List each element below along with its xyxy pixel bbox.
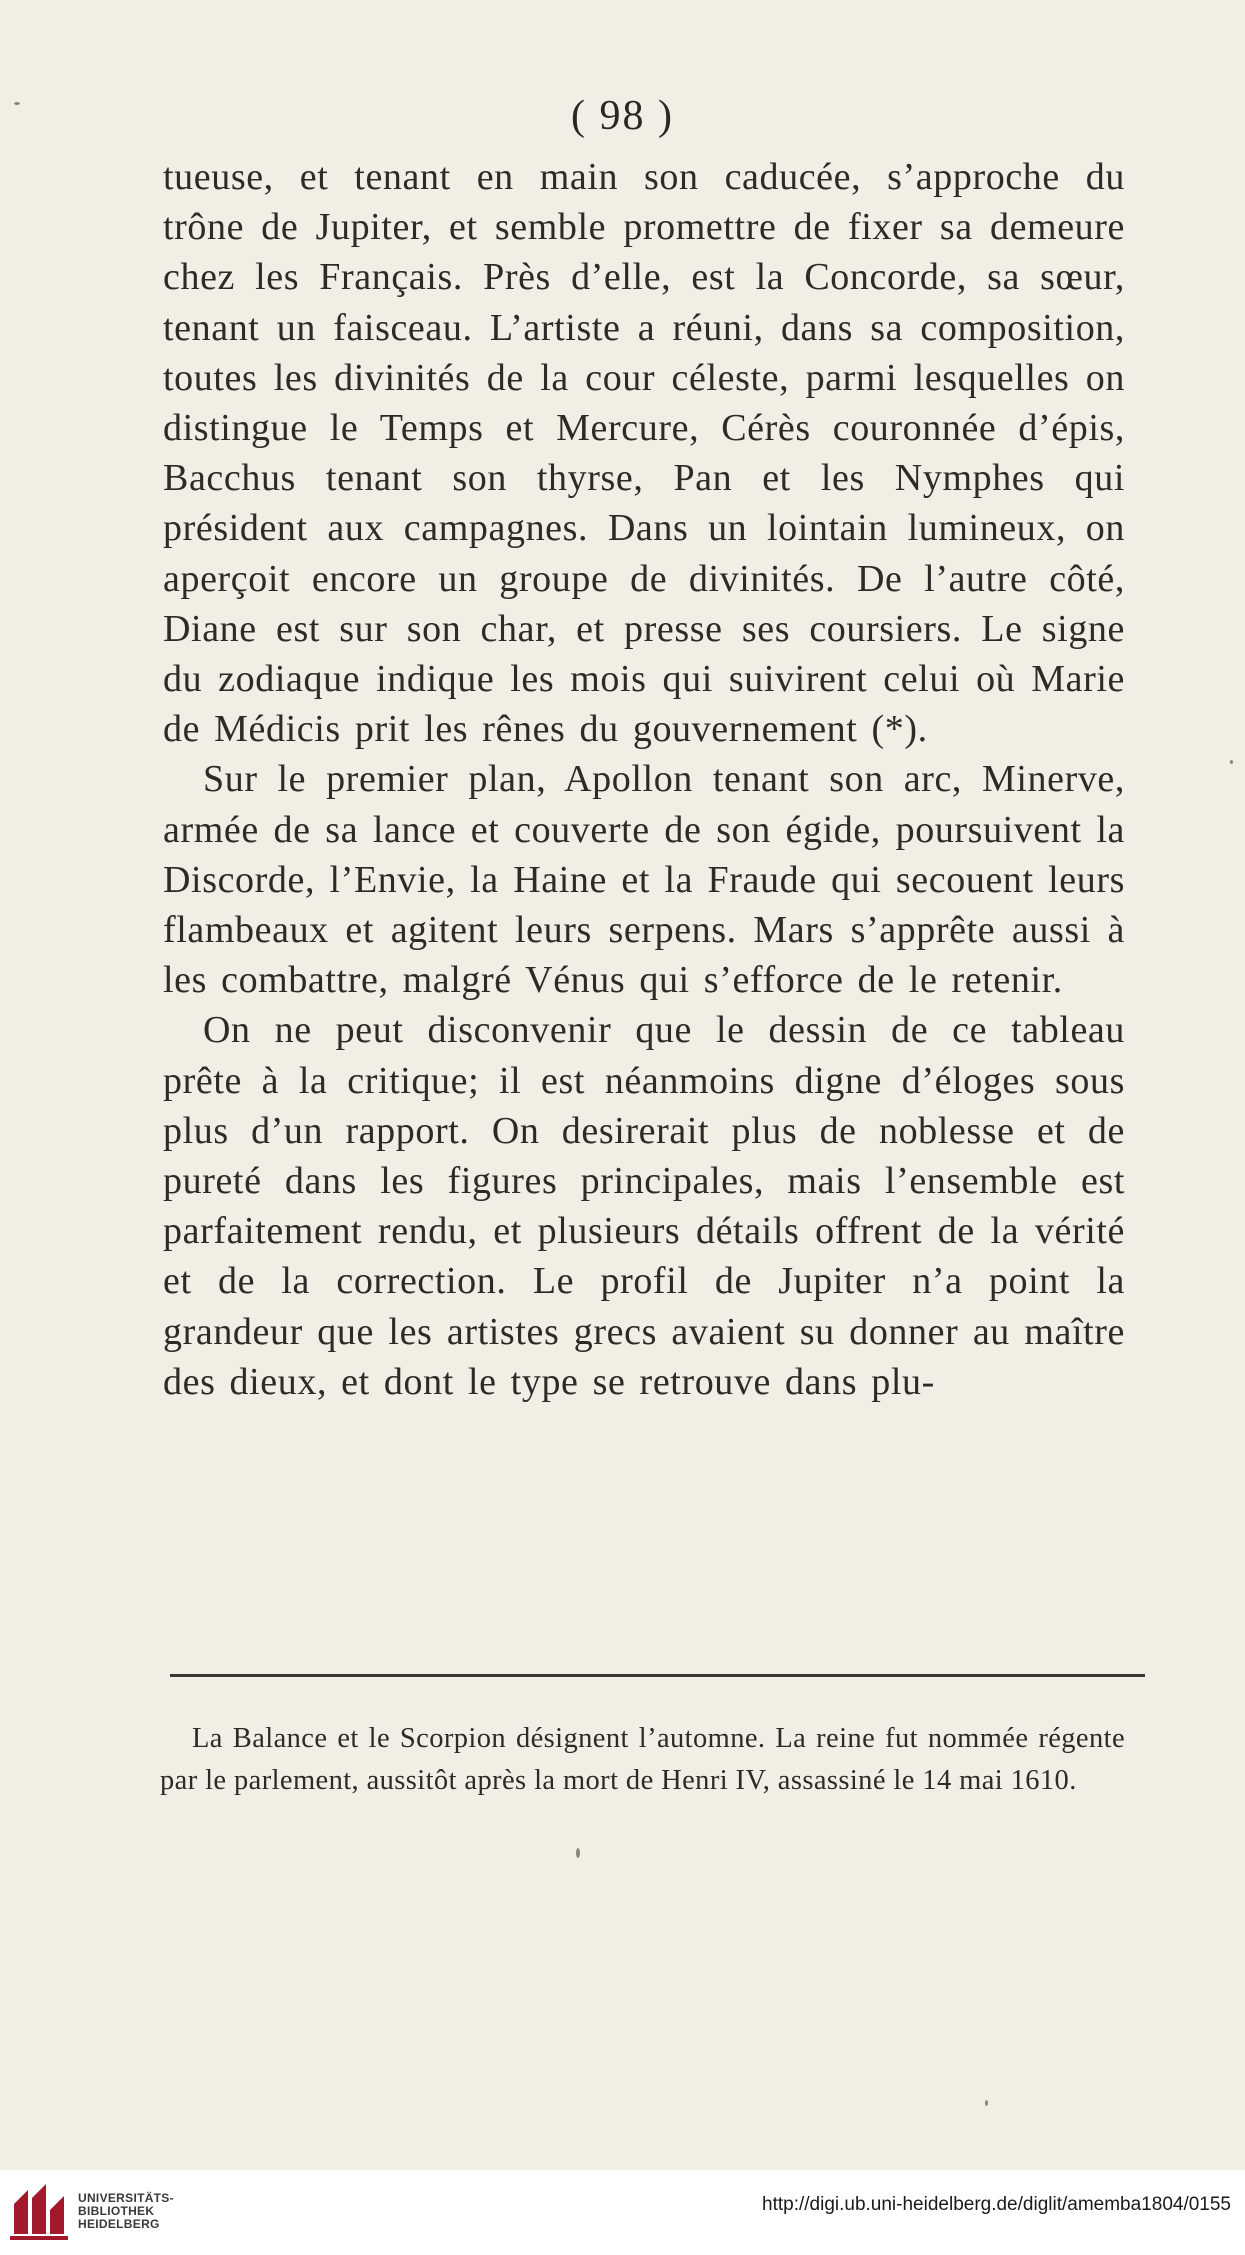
library-name-line: HEIDELBERG [78, 2217, 160, 2231]
footnote [160, 1718, 1125, 1802]
university-library-logo-icon [8, 2180, 70, 2242]
paper-speck [985, 2100, 988, 2106]
source-url-link[interactable]: http://digi.ub.uni-heidelberg.de/diglit/amemba1804/0155 [762, 2194, 1231, 2215]
paper-speck [576, 1848, 580, 1858]
paragraph-1: tueuse, et tenant en main son caducée, s’approche du trône de Jupiter, et semble promettre de fixer sa demeure chez les Français. Près d’elle, est la Concorde, sa sœur, tenant un faisceau. L’artiste a réuni, dans sa composition, toutes les divinités de la cour céleste, parmi lesquelles on distingue le Temps et Mercure, Cérès couronnée d’épis, Bacchus tenant son thyrse, Pan et les Nymphes qui président aux campagnes. Dans un lointain lumineux, on aperçoit encore un groupe de divinités. De l’autre côté, Diane est sur son char, et presse ses coursiers. Le signe du zodiaque indique les mois qui suivirent celui où Marie de Médicis prit les rênes du gouvernement (*). [163, 156, 1125, 751]
library-name [78, 2192, 174, 2231]
footnote-divider [170, 1674, 1145, 1677]
paper-speck [14, 102, 20, 105]
paragraph-2: Sur le premier plan, Apollon tenant son arc, Minerve, armée de sa lance et couverte de son égide, poursuivent la Discorde, l’Envie, la Haine et la Fraude qui secouent leurs flambeaux et agitent leurs serpens. Mars s’apprête aussi à les combattre, malgré Vénus qui s’efforce de le retenir. [163, 758, 1125, 1002]
footer-bar [0, 2170, 1245, 2255]
paper-speck [1230, 760, 1233, 764]
page-number: ( 98 ) [571, 93, 674, 139]
library-name-line: BIBLIOTHEK [78, 2204, 155, 2218]
footnote-text: La Balance et le Scorpion désignent l’automne. La reine fut nommée régente par le parlement, aussitôt après la mort de Henri IV, assassiné le 14 mai 1610. [160, 1723, 1125, 1796]
library-name-line: UNIVERSITÄTS- [78, 2191, 174, 2205]
body-text [163, 152, 1125, 1407]
paragraph-3: On ne peut disconvenir que le dessin de ce tableau prête à la critique; il est néanmoins digne d’éloges sous plus d’un rapport. On desirerait plus de noblesse et de pureté dans les figures principales, mais l’ensemble est parfaitement rendu, et plusieurs détails offrent de la vérité et de la correction. Le profil de Jupiter n’a point la grandeur que les artistes grecs avaient su donner au maître des dieux, et dont le type se retrouve dans plu- [163, 1009, 1125, 1403]
